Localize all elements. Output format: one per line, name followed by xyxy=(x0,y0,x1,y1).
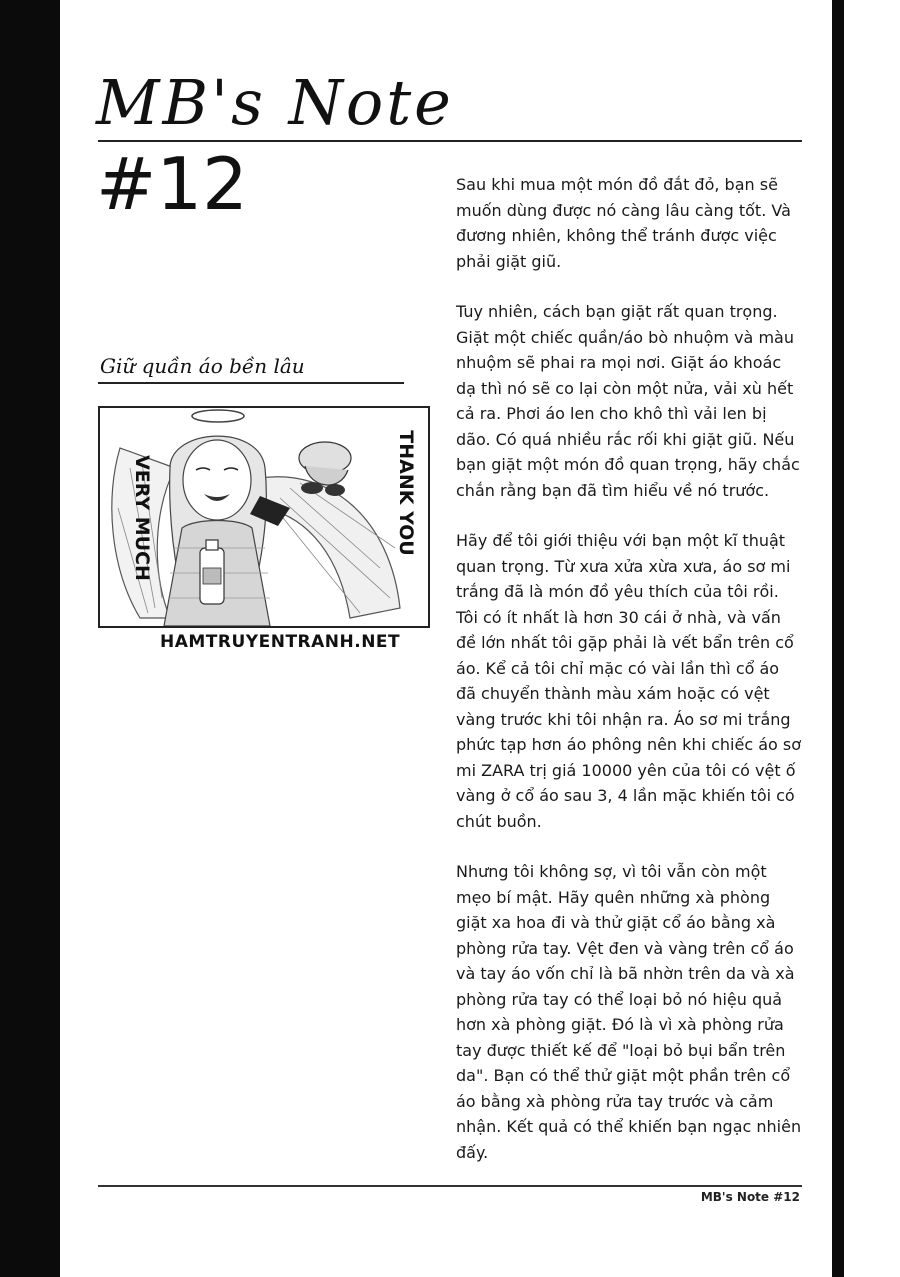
caption-very-much: VERY MUCH xyxy=(131,455,153,581)
illustration-panel xyxy=(98,406,430,628)
subtitle-divider xyxy=(98,382,404,384)
left-border-bar xyxy=(0,0,60,1277)
angel-girl-illustration-icon xyxy=(100,408,428,626)
section-subtitle: Giữ quần áo bền lâu xyxy=(100,354,305,378)
paragraph-1: Sau khi mua một món đồ đắt đỏ, bạn sẽ muốn dùng được nó càng lâu càng tốt. Và đương nhiên, không thể tránh được việc phải giặt giũ. xyxy=(456,175,791,271)
paragraph-4: Nhưng tôi không sợ, vì tôi vẫn còn một mẹo bí mật. Hãy quên những xà phòng giặt xa hoa đi và thử giặt cổ áo bằng xà phòng rửa tay. Vệt đen và vàng trên cổ áo và tay áo vốn chỉ là bã nhờn trên da và xà phòng rửa tay có thể loại bỏ nó hiệu quả hơn xà phòng giặt. Đó là vì xà phòng rửa tay được thiết kế để "loại bỏ bụi bẩn trên da". Bạn có thể thử giặt một phần trên cổ áo bằng xà phòng rửa tay trước và cảm nhận. Kết quả có thể khiến bạn ngạc nhiên đấy. xyxy=(456,862,802,1162)
article-body xyxy=(456,172,804,1190)
paragraph-3: Hãy để tôi giới thiệu với bạn một kĩ thuật quan trọng. Từ xưa xửa xừa xưa, áo sơ mi trắng đã là món đồ yêu thích của tôi rồi. Tôi có ít nhất là hơn 30 cái ở nhà, và vấn đề lớn nhất tôi gặp phải là vết bẩn trên cổ áo. Kể cả tôi chỉ mặc có vài lần thì cổ áo đã chuyển thành màu xám hoặc có vệt vàng trước khi tôi nhận ra. Áo sơ mi trắng phức tạp hơn áo phông nên khi chiếc áo sơ mi ZARA trị giá 10000 yên của tôi có vệt ố vàng ở cổ áo sau 3, 4 lần mặc khiến tôi có chút buồn. xyxy=(456,531,802,831)
page-footer: MB's Note #12 xyxy=(700,1190,800,1204)
footer-divider xyxy=(98,1185,802,1187)
source-credit: HAMTRUYENTRANH.NET xyxy=(160,632,401,652)
right-border-bar xyxy=(832,0,844,1277)
note-page xyxy=(60,0,832,1277)
page-title: MB's Note xyxy=(96,66,454,139)
issue-number: #12 xyxy=(96,142,248,226)
caption-thank-you: THANK YOU xyxy=(395,430,417,556)
paragraph-2: Tuy nhiên, cách bạn giặt rất quan trọng. Giặt một chiếc quần/áo bò nhuộm và màu nhuộm sẽ phai ra mọi nơi. Giặt áo khoác dạ thì nó sẽ co lại còn một nửa, vải xù hết cả ra. Phơi áo len cho khô thì vải len bị dão. Có quá nhiều rắc rối khi giặt giũ. Nếu bạn giặt một món đồ quan trọng, hãy chắc chắn rằng bạn đã tìm hiểu về nó trước. xyxy=(456,302,800,500)
